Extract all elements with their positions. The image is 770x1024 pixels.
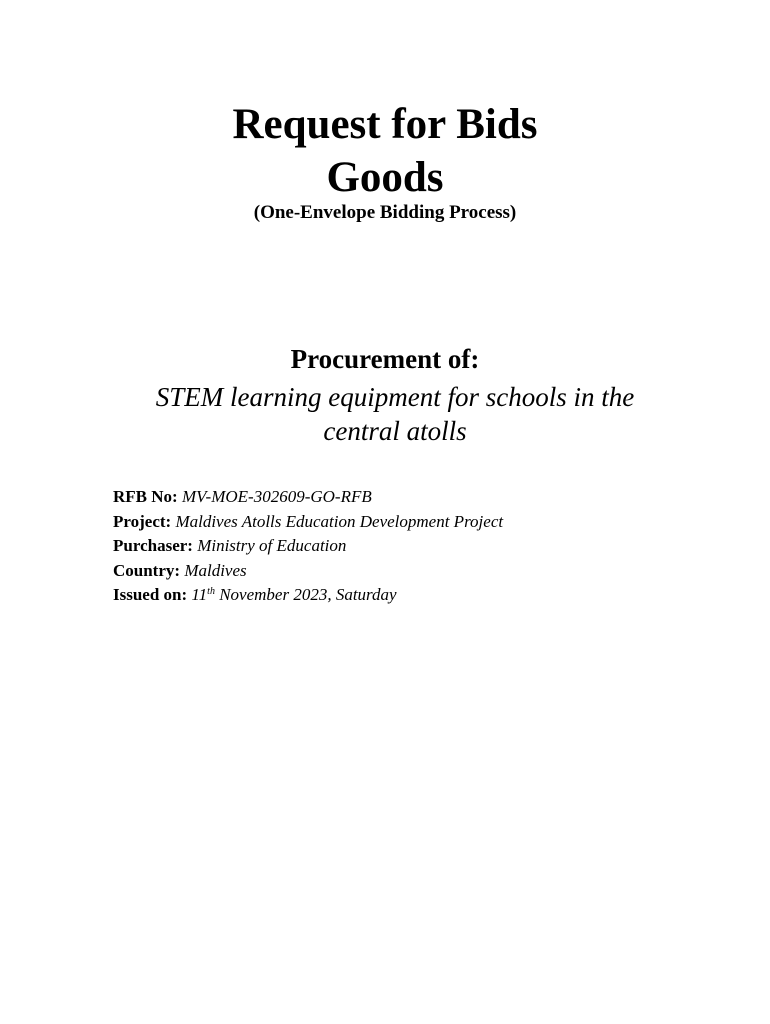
country-label: Country: [113, 560, 181, 580]
issued-day-suffix: th [207, 586, 215, 598]
detail-rfb-no [113, 485, 503, 510]
project-label: Project: [113, 511, 172, 531]
issued-date-rest: November 2023, Saturday [219, 585, 397, 605]
rfb-value: MV-MOE-302609-GO-RFB [181, 487, 372, 506]
procurement-subject: STEM learning equipment for schools in the central atolls [155, 382, 635, 446]
procurement-heading: Procurement of: [290, 344, 480, 374]
detail-country [113, 559, 503, 584]
document-subtitle: (One-Envelope Bidding Process) [253, 202, 517, 223]
title-line-2: Goods [326, 154, 444, 201]
detail-purchaser [113, 534, 503, 559]
document-title [0, 98, 770, 204]
detail-issued-on [113, 583, 503, 608]
detail-project [113, 510, 503, 535]
title-line-1: Request for Bids [232, 101, 538, 148]
issued-day: 11 [191, 585, 208, 605]
purchaser-value: Ministry of Education [197, 536, 347, 556]
issued-label: Issued on: [113, 585, 188, 605]
bid-details-list [113, 485, 503, 608]
issued-value [191, 585, 396, 604]
purchaser-label: Purchaser: [113, 536, 193, 556]
project-value: Maldives Atolls Education Development Project [175, 511, 504, 531]
rfb-label: RFB No: [113, 487, 178, 506]
country-value: Maldives [184, 560, 247, 580]
